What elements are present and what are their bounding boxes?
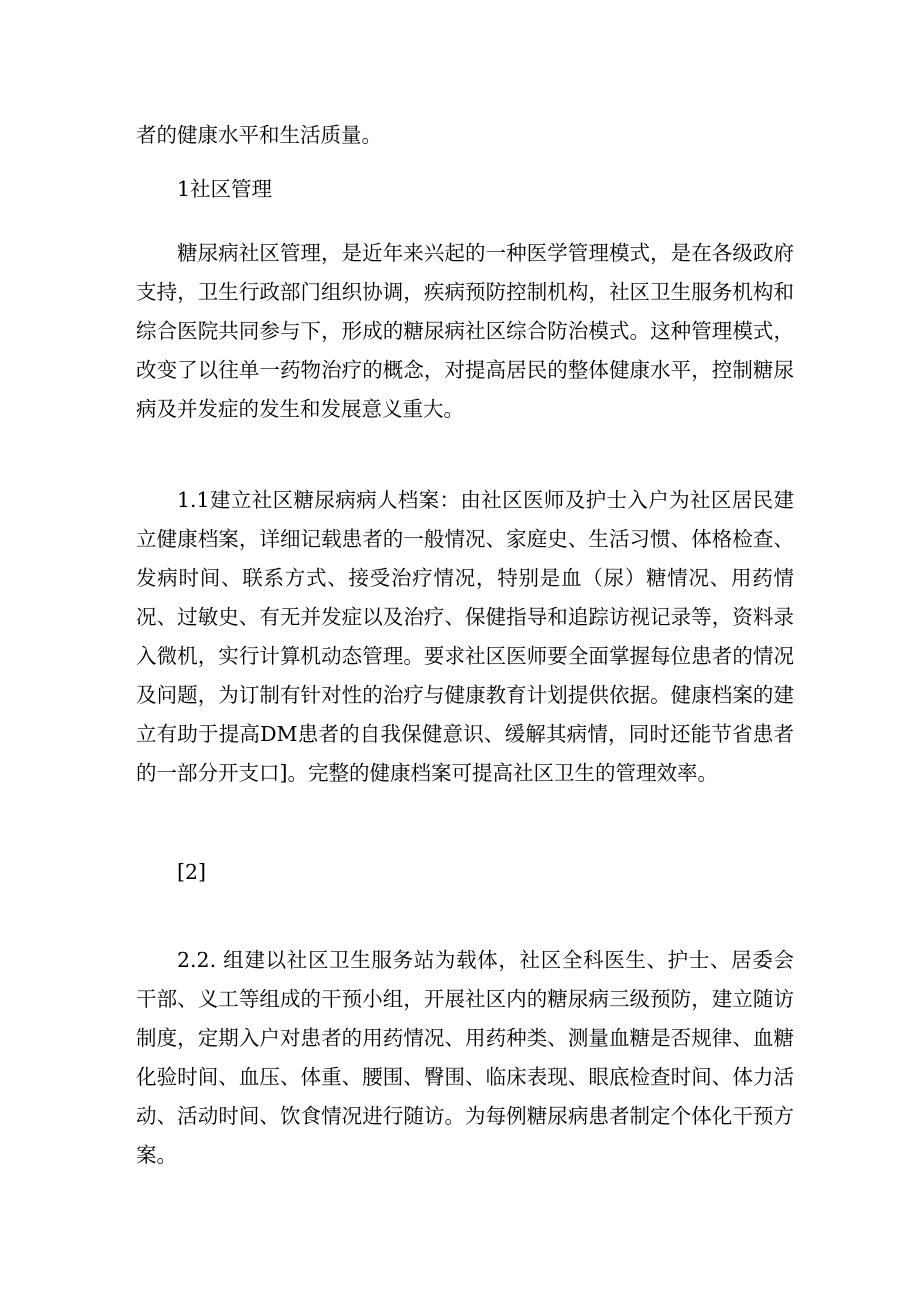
paragraph-intervention-team: 2.2. 组建以社区卫生服务站为载体，社区全科医生、护士、居委会干部、义工等组成的干预小组，开展社区内的糖尿病三级预防，建立随访制度，定期入户对患者的用药情况、用药种类、测量血糖是否规律、血糖化验时间、血压、体重、腰围、臀围、临床表现、眼底检查时间、体力活动、活动时间、饮食情况进行随访。为每例糖尿病患者制定个体化干预方案。 (136, 948, 794, 1167)
paragraph-continuation: 者的健康水平和生活质量。 (136, 123, 382, 147)
paragraph-patient-records: 1.1建立社区糖尿病病人档案：由社区医师及护士入户为社区居民建立健康档案，详细记载患者的一般情况、家庭史、生活习惯、体格检查、发病时间、联系方式、接受治疗情况，特别是血（尿）糖情况、用药情况、过敏史、有无并发症以及治疗、保健指导和追踪访视记录等，资料录入微机，实行计算机动态管理。要求社区医师要全面掌握每位患者的情况及问题，为订制有针对性的治疗与健康教育计划提供依据。健康档案的建立有助于提高DM患者的自我保健意识、缓解其病情，同时还能节省患者的一部分开支口]。完整的健康档案可提高社区卫生的管理效率。 (136, 488, 794, 785)
reference-marker: [2] (177, 860, 207, 884)
section-heading: 1社区管理 (177, 177, 273, 201)
paragraph-community-management: 糖尿病社区管理，是近年来兴起的一种医学管理模式，是在各级政府支持，卫生行政部门组织协调，疾病预防控制机构，社区卫生服务机构和综合医院共同参与下，形成的糖尿病社区综合防治模式。这种管理模式，改变了以往单一药物治疗的概念，对提高居民的整体健康水平，控制糖尿病及并发症的发生和发展意义重大。 (136, 241, 794, 421)
